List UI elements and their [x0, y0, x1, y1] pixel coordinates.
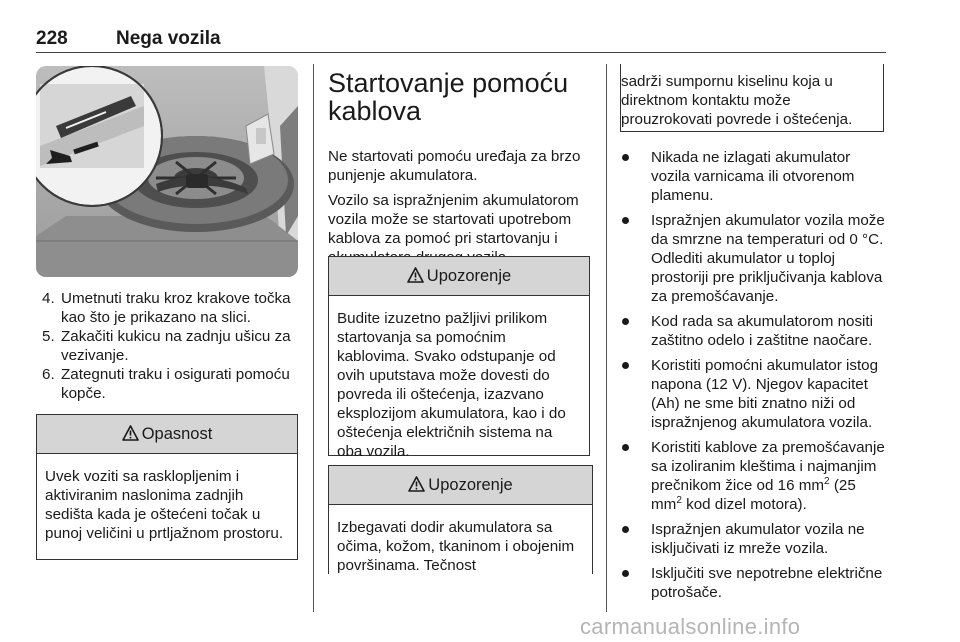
bullet-icon [622, 362, 629, 369]
warning-box-text: Budite izuzetno pažljivi prilikom startovanja sa pomoćnim kablovima. Svako odstupanje od ovih uputstava može dovesti do povreda ili oštećenja, izazvano eksplozijom akumulatora, kao i do oštećenja električnih sistema na oba vozila. [337, 310, 566, 460]
page-number: 228 [36, 28, 68, 49]
danger-box-title: Opasnost [141, 425, 213, 443]
warning-box-title: Upozorenje [428, 476, 513, 494]
column-divider [313, 64, 314, 612]
warning-box [328, 256, 590, 460]
bullet-icon [622, 318, 629, 325]
list-item: Ispražnjen akumulator vozila ne isključivati iz mreže vozila. [620, 520, 888, 558]
column-divider [606, 64, 607, 612]
list-item: Koristiti pomoćni akumulator istog napona (12 V). Njegov kapacitet (Ah) ne sme biti znatno niži od ispražnjenog akumulatora vozila. [620, 356, 888, 432]
bullet-icon [622, 154, 629, 161]
warning-triangle-icon [122, 425, 139, 441]
steps-list [36, 289, 298, 403]
warning-box-text: sadrži sumpornu kiselinu koja u direktnom kontaktu može prouzrokovati povrede i oštećenja. [621, 73, 853, 128]
danger-box-header [37, 415, 297, 454]
warning-box-header [329, 257, 589, 296]
header-rule [36, 52, 886, 53]
column-right [620, 148, 888, 608]
bullet-list [620, 148, 888, 602]
bullet-icon [622, 217, 629, 224]
column-left [36, 289, 298, 403]
bullet-icon [622, 526, 629, 533]
warning-box [328, 465, 593, 574]
section-heading: Startovanje pomoću kablova [328, 68, 569, 126]
spare-wheel-illustration [36, 66, 298, 277]
list-item: Ispražnjen akumulator vozila može da smrzne na temperaturi od 0 °C. Odlediti akumulator u toploj prostoriji pre priključivanja kablova za premošćavanje. [620, 211, 888, 306]
column-middle [328, 69, 590, 267]
warning-triangle-icon [407, 267, 424, 283]
list-item: 6. Zategnuti traku i osigurati pomoću kopče. [42, 366, 290, 402]
warning-box-title: Upozorenje [426, 267, 512, 285]
paragraph: Vozilo sa ispražnjenim akumulatorom vozila može se startovati upotrebom kablova za pomoć pri startovanju i [328, 192, 579, 247]
list-item: 4. Umetnuti traku kroz krakove točka kao što je prikazano na slici. [42, 290, 291, 326]
section-title: Nega vozila [116, 28, 221, 49]
bullet-icon [622, 570, 629, 577]
list-item: 5. Zakačiti kukicu na zadnju ušicu za vezivanje. [42, 328, 291, 364]
warning-box-header [329, 466, 592, 505]
paragraph: Ne startovati pomoću uređaja za brzo punjenje akumulatora. [328, 148, 581, 184]
warning-triangle-icon [408, 476, 425, 492]
list-item: Koristiti kablove za premošćavanje sa izoliranim kleštima i najmanjim prečnikom žice od 16 $mm^2$ (25 $mm^2$ kod dizel motora). [620, 438, 888, 514]
bullet-icon [622, 444, 629, 451]
list-item: Nikada ne izlagati akumulator vozila varnicama ili otvorenom plamenu. [620, 148, 888, 205]
list-item: Kod rada sa akumulatorom nositi zaštitno odelo i zaštitne naočare. [620, 312, 888, 350]
danger-box [36, 414, 298, 560]
list-item: Isključiti sve nepotrebne električne potrošače. [620, 564, 888, 602]
danger-box-text: Uvek voziti sa rasklopljenim i aktiviranim naslonima zadnjih sedišta kada je oštećeni točak u punoj veličini u prtljažnom prostoru. [45, 468, 284, 542]
warning-box-text: Izbegavati dodir akumulatora sa očima, kožom, tkaninom i obojenim površinama. Tečnost [337, 519, 575, 574]
warning-box-continued [620, 64, 884, 132]
watermark: carmanualsonline.info [580, 614, 801, 639]
